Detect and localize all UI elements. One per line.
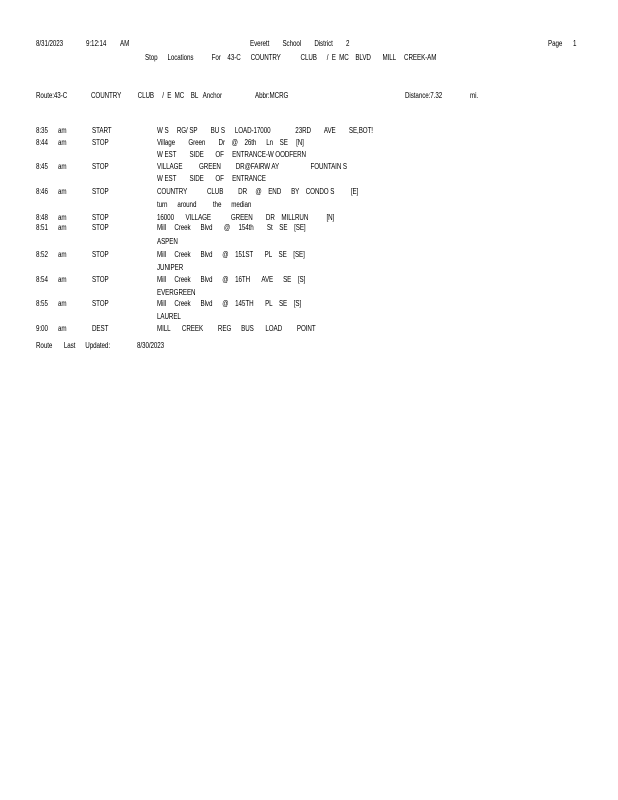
report-date: 8/31/2023 (36, 39, 64, 48)
stop-time: 8:51 (36, 223, 48, 232)
page-number: 1 (573, 39, 577, 48)
stop-time: 8:55 (36, 299, 48, 308)
school-district: Everett School District 2 (250, 39, 350, 48)
stop-ampm: am (58, 138, 67, 147)
stop-time: 8:46 (36, 187, 48, 196)
distance-unit: mi. (470, 91, 479, 100)
stop-note: turn around the median (157, 200, 252, 209)
stop-time: 9:00 (36, 324, 48, 333)
stop-time: 8:35 (36, 126, 48, 135)
stop-ampm: am (58, 126, 67, 135)
stop-note: EVERGREEN (157, 288, 196, 297)
stop-location: Village Green Dr @ 26th Ln SE [N] (157, 138, 304, 147)
stop-ampm: am (58, 275, 67, 284)
stop-time: 8:45 (36, 162, 48, 171)
stop-type: STOP (92, 187, 109, 196)
stop-location: Mill Creek Blvd @ 16TH AVE SE [S] (157, 275, 306, 284)
stop-note: W EST SIDE OF ENTRANCE (157, 174, 266, 183)
stop-type: STOP (92, 162, 109, 171)
stop-location: W S RG/ SP BU S LOAD-17000 23RD AVE SE,BOT! (157, 126, 373, 135)
stop-ampm: am (58, 250, 67, 259)
stop-location: Mill Creek Blvd @ 145TH PL SE [S] (157, 299, 302, 308)
stop-type: STOP (92, 250, 109, 259)
stop-time: 8:48 (36, 213, 48, 222)
route-id: Route:43-C (36, 91, 68, 100)
stop-location: Mill Creek Blvd @ 154th St SE [SE] (157, 223, 306, 232)
stop-location: 16000 VILLAGE GREEN DR MILLRUN [N] (157, 213, 335, 222)
stop-type: START (92, 126, 112, 135)
stop-note: JUNIPER (157, 263, 184, 272)
route-distance: Distance:7.32 (405, 91, 443, 100)
last-updated-label: Route Last Updated: (36, 341, 110, 350)
stop-location: COUNTRY CLUB DR @ END BY CONDO S [E] (157, 187, 359, 196)
stop-time: 8:44 (36, 138, 48, 147)
stop-note: W EST SIDE OF ENTRANCE-W OODFERN (157, 150, 306, 159)
stop-type: STOP (92, 223, 109, 232)
stop-type: STOP (92, 299, 109, 308)
stop-time: 8:52 (36, 250, 48, 259)
stop-type: STOP (92, 138, 109, 147)
report-subtitle: Stop Locations For 43-C COUNTRY CLUB / E MC BLVD MILL CREEK-AM (145, 53, 437, 62)
stop-note: ASPEN (157, 237, 178, 246)
last-updated-date: 8/30/2023 (137, 341, 165, 350)
stop-location: VILLAGE GREEN DR@FAIRW AY FOUNTAIN S (157, 162, 348, 171)
stop-location: MILL CREEK REG BUS LOAD POINT (157, 324, 316, 333)
report-time: 9:12:14 (86, 39, 107, 48)
stop-type: STOP (92, 275, 109, 284)
stop-location: Mill Creek Blvd @ 151ST PL SE [SE] (157, 250, 305, 259)
report-ampm: AM (120, 39, 130, 48)
stop-note: LAUREL (157, 312, 181, 321)
stop-ampm: am (58, 299, 67, 308)
stop-ampm: am (58, 187, 67, 196)
stop-ampm: am (58, 324, 67, 333)
stop-type: STOP (92, 213, 109, 222)
page-label: Page (548, 39, 563, 48)
stop-time: 8:54 (36, 275, 48, 284)
stop-ampm: am (58, 213, 67, 222)
stop-ampm: am (58, 162, 67, 171)
route-abbr: Abbr:MCRG (255, 91, 289, 100)
stop-ampm: am (58, 223, 67, 232)
route-name: COUNTRY CLUB / E MC BL Anchor (91, 91, 222, 100)
stop-type: DEST (92, 324, 109, 333)
